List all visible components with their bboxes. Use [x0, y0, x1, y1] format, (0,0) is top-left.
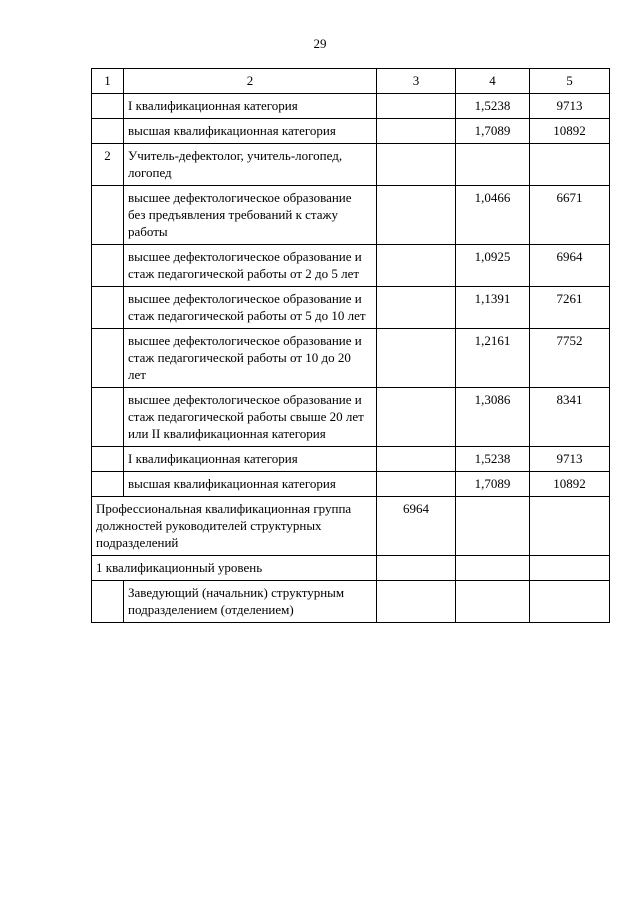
header-cell-2: 2: [124, 69, 377, 94]
row-number: 2: [92, 144, 124, 186]
salary-amount: 9713: [530, 94, 610, 119]
table-row: [92, 447, 610, 472]
table-row: [92, 144, 610, 186]
base-salary: [377, 119, 456, 144]
level-name: 1 квалификационный уровень: [92, 556, 377, 581]
position-name: высшая квалификационная категория: [124, 472, 377, 497]
table-row: [92, 186, 610, 245]
coefficient: 1,5238: [456, 447, 530, 472]
salary-amount: [530, 581, 610, 623]
row-number: [92, 581, 124, 623]
coefficient: 1,7089: [456, 472, 530, 497]
salary-amount: 9713: [530, 447, 610, 472]
group-amount: [530, 497, 610, 556]
position-name: высшее дефектологическое образование и стаж педагогической работы свыше 20 лет или II квалификационная категория: [124, 388, 377, 447]
salary-amount: 10892: [530, 472, 610, 497]
table-header-row: [92, 69, 610, 94]
level-coefficient: [456, 556, 530, 581]
table-row: [92, 388, 610, 447]
coefficient: 1,5238: [456, 94, 530, 119]
coefficient: 1,0925: [456, 245, 530, 287]
table-row: [92, 329, 610, 388]
position-name: высшее дефектологическое образование и стаж педагогической работы от 10 до 20 лет: [124, 329, 377, 388]
row-number: [92, 472, 124, 497]
header-cell-3: 3: [377, 69, 456, 94]
header-cell-5: 5: [530, 69, 610, 94]
base-salary: [377, 581, 456, 623]
base-salary: [377, 94, 456, 119]
group-row: [92, 497, 610, 556]
position-name: Учитель-дефектолог, учитель-логопед, логопед: [124, 144, 377, 186]
position-name: I квалификационная категория: [124, 447, 377, 472]
table-row: [92, 94, 610, 119]
salary-table: [91, 68, 610, 623]
salary-amount: [530, 144, 610, 186]
table-row: [92, 581, 610, 623]
salary-amount: 7261: [530, 287, 610, 329]
base-salary: [377, 245, 456, 287]
table-row: [92, 119, 610, 144]
level-row: [92, 556, 610, 581]
row-number: [92, 447, 124, 472]
position-name: высшее дефектологическое образование и стаж педагогической работы от 5 до 10 лет: [124, 287, 377, 329]
row-number: [92, 329, 124, 388]
coefficient: 1,7089: [456, 119, 530, 144]
level-base-salary: [377, 556, 456, 581]
row-number: [92, 94, 124, 119]
salary-amount: 8341: [530, 388, 610, 447]
salary-amount: 7752: [530, 329, 610, 388]
base-salary: [377, 144, 456, 186]
position-name: Заведующий (начальник) структурным подразделением (отделением): [124, 581, 377, 623]
coefficient: 1,2161: [456, 329, 530, 388]
coefficient: 1,3086: [456, 388, 530, 447]
row-number: [92, 287, 124, 329]
row-number: [92, 245, 124, 287]
page-number: 29: [313, 36, 327, 51]
header-cell-1: 1: [92, 69, 124, 94]
row-number: [92, 119, 124, 144]
position-name: высшее дефектологическое образование и стаж педагогической работы от 2 до 5 лет: [124, 245, 377, 287]
position-name: высшая квалификационная категория: [124, 119, 377, 144]
base-salary: [377, 472, 456, 497]
coefficient: 1,0466: [456, 186, 530, 245]
coefficient: [456, 144, 530, 186]
position-name: высшее дефектологическое образование без предъявления требований к стажу работы: [124, 186, 377, 245]
table-row: [92, 472, 610, 497]
table-row: [92, 245, 610, 287]
coefficient: 1,1391: [456, 287, 530, 329]
header-cell-4: 4: [456, 69, 530, 94]
position-name: I квалификационная категория: [124, 94, 377, 119]
table-row: [92, 287, 610, 329]
group-coefficient: [456, 497, 530, 556]
base-salary: [377, 287, 456, 329]
group-name: Профессиональная квалификационная группа должностей руководителей структурных подразделений: [92, 497, 377, 556]
base-salary: [377, 329, 456, 388]
coefficient: [456, 581, 530, 623]
level-amount: [530, 556, 610, 581]
salary-amount: 6671: [530, 186, 610, 245]
group-base-salary: 6964: [377, 497, 456, 556]
row-number: [92, 388, 124, 447]
row-number: [92, 186, 124, 245]
base-salary: [377, 388, 456, 447]
base-salary: [377, 186, 456, 245]
salary-amount: 6964: [530, 245, 610, 287]
salary-amount: 10892: [530, 119, 610, 144]
base-salary: [377, 447, 456, 472]
